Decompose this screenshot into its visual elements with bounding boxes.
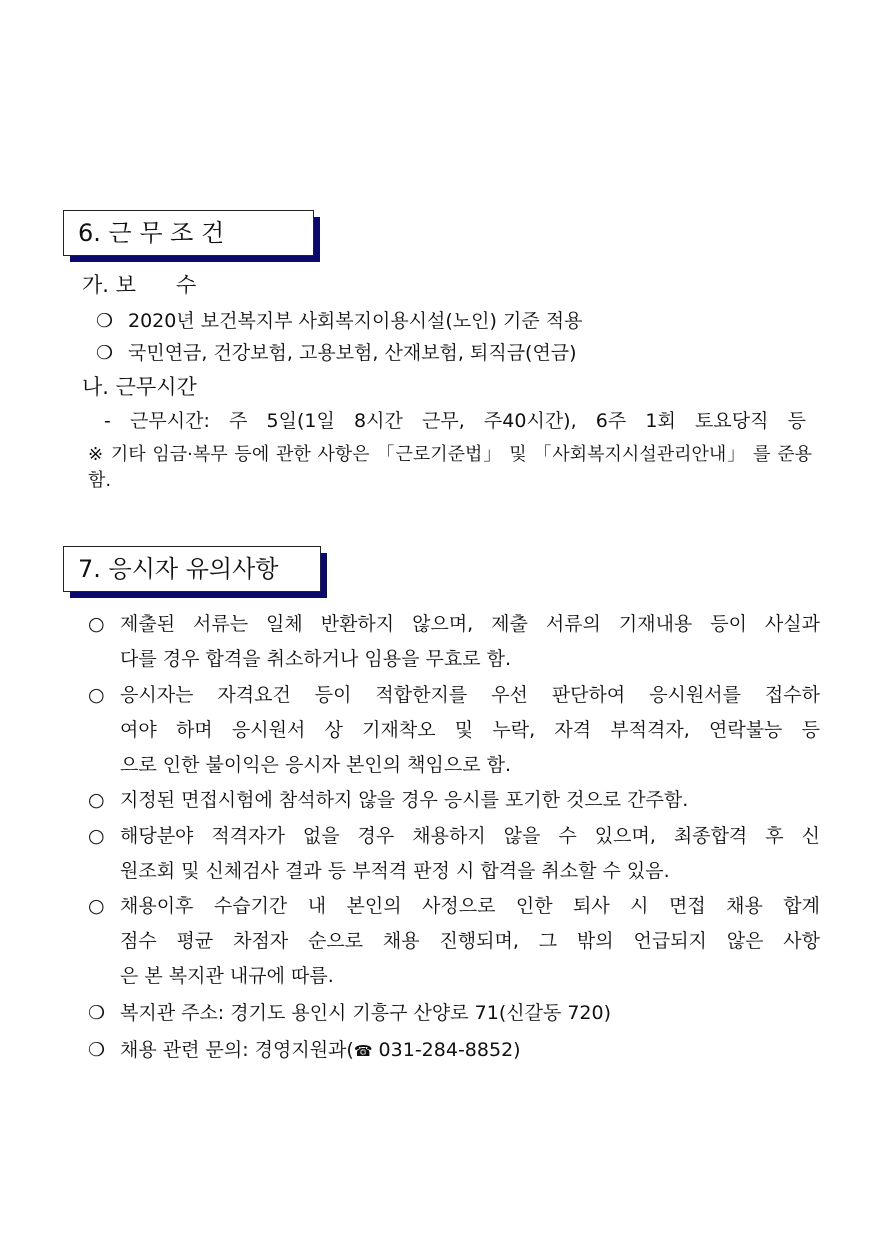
notice-line: ○ 지정된 면접시험에 참석하지 않을 경우 응시를 포기한 것으로 간주함.	[88, 789, 689, 811]
notice-line: 여야 하며 응시원서 상 기재착오 및 누락, 자격 부적격자, 연락불능 등	[120, 718, 820, 741]
list-item: - 근무시간: 주 5일(1일 8시간 근무, 주40시간), 6주 1회 토요당직 등	[104, 410, 806, 432]
subheading-pay: 가. 보 수	[82, 273, 197, 297]
list-item: ❍ 국민연금, 건강보험, 고용보험, 산재보험, 퇴직금(연금)	[96, 342, 577, 364]
notice-line: ○ 채용이후 수습기간 내 본인의 사정으로 인한 퇴사 시 면접 채용 합계	[88, 895, 820, 917]
notice-line: ○ 응시자는 자격요건 등이 적합한지를 우선 판단하여 응시원서를 접수하	[88, 683, 820, 706]
bullet-icon: ❍	[88, 1002, 106, 1024]
notice-line: 원조회 및 신체검사 결과 등 부적격 판정 시 합격을 취소할 수 있음.	[120, 859, 670, 882]
bullet-icon: ○	[88, 824, 105, 847]
notice-line: 으로 인한 불이익은 응시자 본인의 책임으로 함.	[120, 753, 512, 776]
subheading-hours: 나. 근무시간	[82, 375, 197, 399]
bullet-icon: ○	[88, 683, 105, 706]
phone-icon: ☎	[353, 1042, 373, 1060]
notice-line: 다를 경우 합격을 취소하거나 임용을 무효로 함.	[120, 648, 512, 670]
notice-line: 은 본 복지관 내규에 따름.	[120, 965, 334, 987]
notice-line: ○ 해당분야 적격자가 없을 경우 채용하지 않을 수 있으며, 최종합격 후 신	[88, 824, 820, 847]
address: ❍ 복지관 주소: 경기도 용인시 기흥구 산양로 71(신갈동 720)	[88, 1002, 612, 1024]
note: ※ 기타 임금·복무 등에 관한 사항은 「근로기준법」 및 「사회복지시설관리안내」 를 준용함.	[88, 444, 812, 491]
contact: ❍ 채용 관련 문의: 경영지원과(☎ 031-284-8852)	[88, 1039, 521, 1061]
notice-line: ○ 제출된 서류는 일체 반환하지 않으며, 제출 서류의 기재내용 등이 사실과	[88, 613, 820, 635]
list-item: ❍ 2020년 보건복지부 사회복지이용시설(노인) 기준 적용	[96, 310, 583, 332]
bullet-icon: ❍	[88, 1039, 106, 1061]
bullet-icon: ○	[88, 789, 105, 811]
bullet-icon: ○	[88, 613, 105, 635]
bullet-icon: ❍	[96, 342, 114, 364]
bullet-icon: ○	[88, 895, 105, 917]
notice-line: 점수 평균 차점자 순으로 채용 진행되며, 그 밖의 언급되지 않은 사항	[120, 930, 820, 952]
bullet-icon: ❍	[96, 310, 114, 332]
section-7-title: 7. 응시자 유의사항	[63, 546, 321, 592]
section-6-title: 6. 근 무 조 건	[63, 210, 314, 256]
